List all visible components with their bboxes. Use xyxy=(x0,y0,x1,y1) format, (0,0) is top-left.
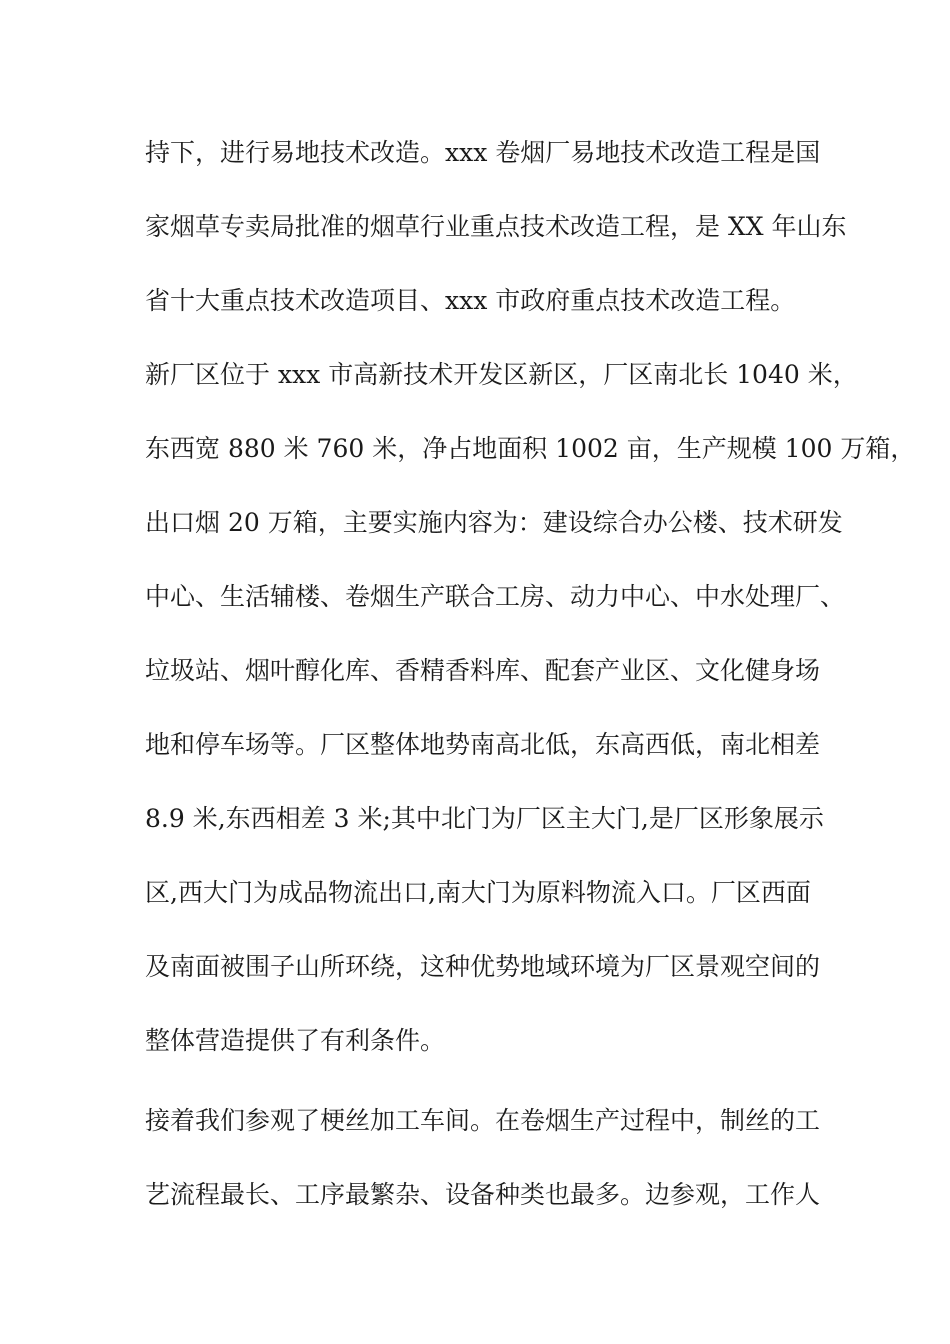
text-line: 中心、生活辅楼、卷烟生产联合工房、动力中心、中水处理厂、 xyxy=(145,582,846,611)
text-line: 持下，进行易地技术改造。xxx 卷烟厂易地技术改造工程是国 xyxy=(145,138,821,167)
text-line: 区,西大门为成品物流出口,南大门为原料物流入口。厂区西面 xyxy=(145,878,811,907)
text-line: 省十大重点技术改造项目、xxx 市政府重点技术改造工程。 xyxy=(145,286,796,315)
text-line: 整体营造提供了有利条件。 xyxy=(145,1026,446,1055)
text-line: 东西宽 880 米 760 米，净占地面积 1002 亩，生产规模 100 万箱， xyxy=(145,434,916,463)
text-line: 出口烟 20 万箱，主要实施内容为：建设综合办公楼、技术研发 xyxy=(145,508,843,537)
text-line: 新厂区位于 xxx 市高新技术开发区新区，厂区南北长 1040 米， xyxy=(145,360,858,389)
text-line: 家烟草专卖局批准的烟草行业重点技术改造工程，是 XX 年山东 xyxy=(145,212,847,241)
text-line: 垃圾站、烟叶醇化库、香精香料库、配套产业区、文化健身场 xyxy=(145,656,821,685)
text-line: 艺流程最长、工序最繁杂、设备种类也最多。边参观，工作人 xyxy=(145,1180,821,1209)
text-line: 及南面被围子山所环绕，这种优势地域环境为厂区景观空间的 xyxy=(145,952,821,981)
text-line: 接着我们参观了梗丝加工车间。在卷烟生产过程中，制丝的工 xyxy=(145,1106,821,1135)
text-line: 8.9 米,东西相差 3 米;其中北门为厂区主大门,是厂区形象展示 xyxy=(145,804,824,833)
text-line: 地和停车场等。厂区整体地势南高北低，东高西低，南北相差 xyxy=(145,730,821,759)
